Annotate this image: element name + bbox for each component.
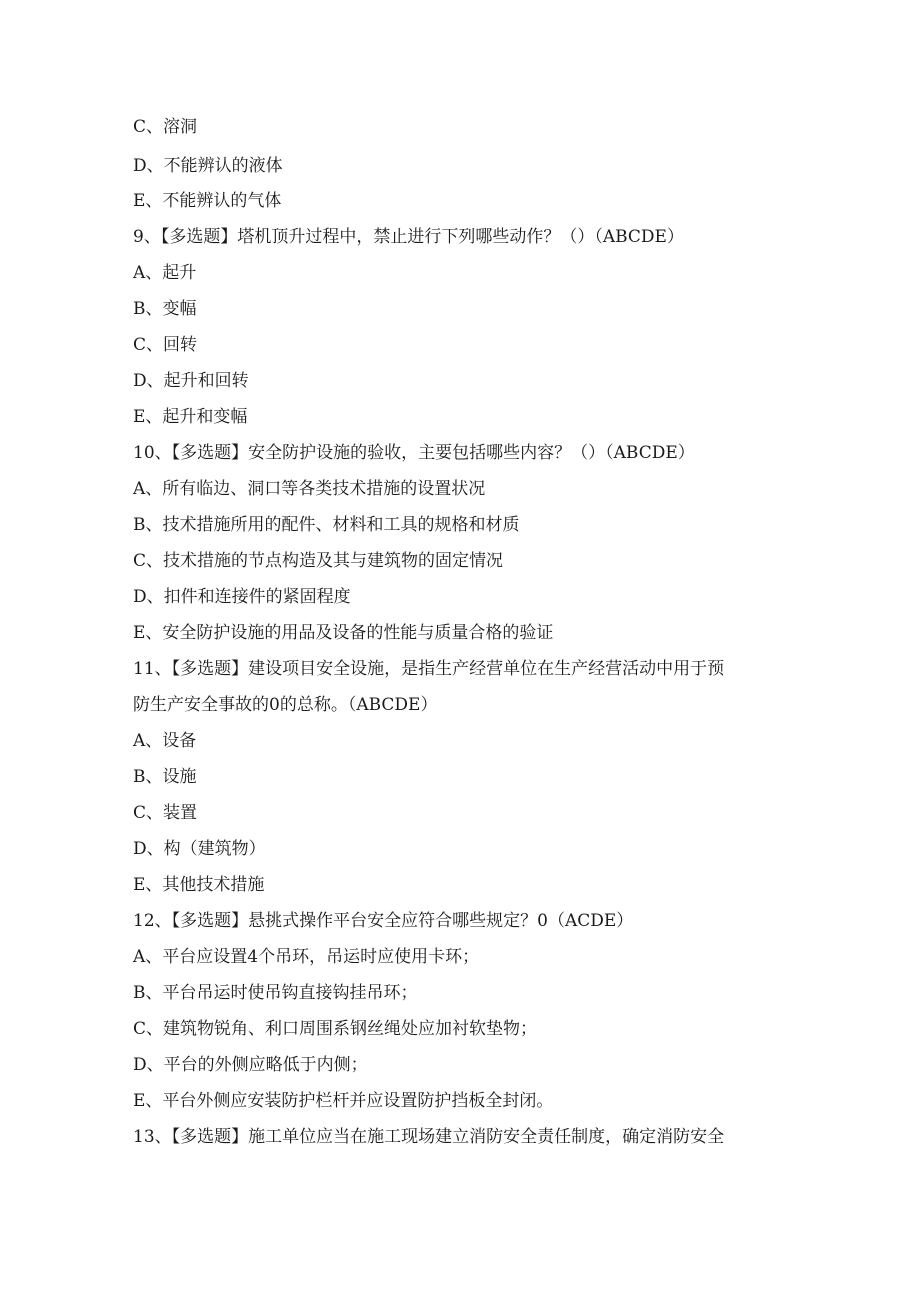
option-c-q12: C、建筑物锐角、利口周围系钢丝绳处应加衬软垫物； (133, 1019, 538, 1039)
question-10: 10、【多选题】安全防护设施的验收，主要包括哪些内容？（）（ABCDE） (133, 443, 695, 463)
option-a-q12: A、平台应设置4个吊环，吊运时应使用卡环； (133, 947, 480, 967)
option-e-q11: E、其他技术措施 (133, 875, 265, 895)
question-12: 12、【多选题】悬挑式操作平台安全应符合哪些规定？0（ACDE） (133, 911, 634, 931)
option-d-q12: D、平台的外侧应略低于内侧； (133, 1055, 368, 1075)
option-b-q11: B、设施 (133, 767, 197, 787)
question-9: 9、【多选题】塔机顶升过程中，禁止进行下列哪些动作？（）（ABCDE） (133, 227, 684, 247)
option-c-q11: C、装置 (133, 803, 198, 823)
option-c-q10: C、技术措施的节点构造及其与建筑物的固定情况 (133, 551, 504, 571)
option-a-q10: A、所有临边、洞口等各类技术措施的设置状况 (133, 479, 486, 499)
option-a-q11: A、设备 (133, 731, 197, 751)
option-a-q9: A、起升 (133, 263, 197, 283)
option-d-q10: D、扣件和连接件的紧固程度 (133, 587, 351, 607)
option-b-q10: B、技术措施所用的配件、材料和工具的规格和材质 (133, 515, 520, 535)
question-11-line-1: 11、【多选题】建设项目安全设施，是指生产经营单位在生产经营活动中用于预 (133, 659, 725, 679)
option-e-q9: E、起升和变幅 (133, 407, 248, 427)
option-c-q9: C、回转 (133, 335, 198, 355)
option-b-q9: B、变幅 (133, 299, 197, 319)
question-11-line-2: 防生产安全事故的0的总称。（ABCDE） (133, 695, 438, 715)
option-d-q8: D、不能辨认的液体 (133, 156, 283, 176)
option-e-q12: E、平台外侧应安装防护栏杆并应设置防护挡板全封闭。 (133, 1091, 554, 1111)
option-e-q8: E、不能辨认的气体 (133, 191, 282, 211)
question-13-line-1: 13、【多选题】施工单位应当在施工现场建立消防安全责任制度，确定消防安全 (133, 1127, 725, 1147)
option-e-q10: E、安全防护设施的用品及设备的性能与质量合格的验证 (133, 623, 554, 643)
option-d-q11: D、构（建筑物） (133, 839, 266, 859)
option-c-q8: C、溶洞 (133, 117, 198, 137)
option-b-q12: B、平台吊运时使吊钩直接钩挂吊环； (133, 983, 418, 1003)
option-d-q9: D、起升和回转 (133, 371, 249, 391)
